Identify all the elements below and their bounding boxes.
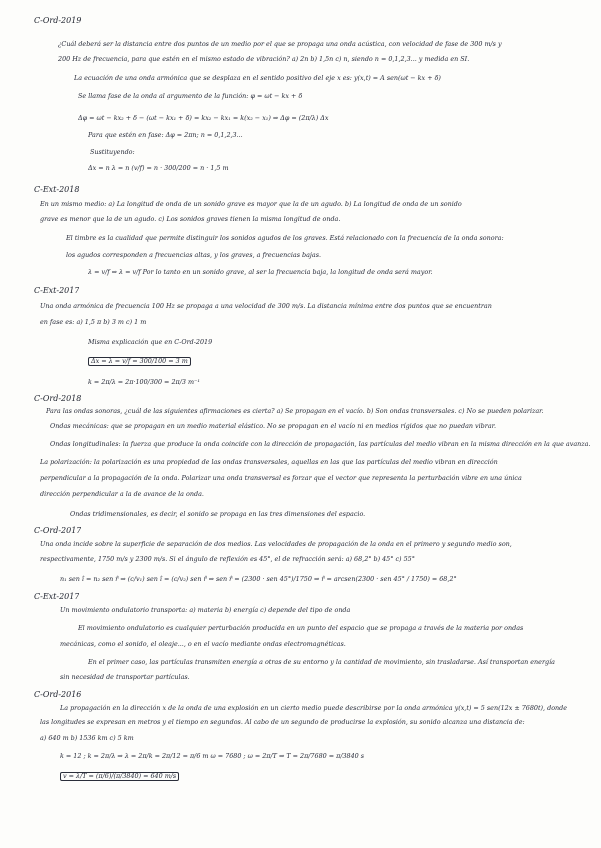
section-7-header: C-Ord-2016 [34,690,82,699]
section-4-line-3: Ondas longitudinales: la fuerza que produce la onda coincide con la dirección de propagación, las partículas del medio vibran en la misma dirección en la que avanza. [50,440,590,448]
section-6-line-4: En el primer caso, las partículas transmiten energía a otras de su entorno y la cantidad de movimiento, sin trasladarse. Así transportan energía [88,658,555,666]
section-3-line-4: Δx = λ = v/f = 300/100 = 3 m [88,357,191,366]
section-7-line-1: La propagación en la dirección x de la onda de una explosión en un cierto medio puede describirse por la onda armónica y(x,t) = 5 sen(12x ± 7680t), donde [60,704,568,712]
section-3-header: C-Ext-2017 [34,286,80,295]
section-1-line-7: Sustituyendo: [90,148,135,156]
section-2-header: C-Ext-2018 [34,185,80,194]
section-3-line-4-wrapper [88,357,191,366]
section-1-line-6: Para que estén en fase: Δφ = 2πn; n = 0,1,2,3... [88,131,243,139]
section-1-line-2: 200 Hz de frecuencia, para que estén en el mismo estado de vibración? a) 2n b) 1,5n c) n, siendo n = 0,1,2,3... y medida en SI. [58,55,470,63]
section-6-line-5: sin necesidad de transportar partículas. [60,673,190,681]
section-7-line-2: las longitudes se expresan en metros y el tiempo en segundos. Al cabo de un segundo de producirse la explosión, su sonido alcanza una distancia de: [40,718,525,726]
section-1-line-4: Se llama fase de la onda al argumento de la función: φ = ωt − kx + δ [78,92,303,100]
section-7-line-5-wrapper [60,772,179,781]
section-1-line-8: Δx = n λ = n (v/f) = n · 300/200 = n · 1,5 m [88,164,229,172]
section-6-line-3: mecánicas, como el sonido, el oleaje..., o en el vacío mediante ondas electromagnéticas. [60,640,346,648]
section-5-line-3: n₁ sen î = n₂ sen r̂ ⇒ (c/v₁) sen î = (c/v₂) sen r̂ ⇒ sen r̂ = (2300 · sen 45°)/1750 ⇒ r̂ = arcsen(2300 · sen 45° / 1750) = 68,2° [60,575,457,583]
section-6-header: C-Ext-2017 [34,592,80,601]
section-4-line-1: Para las ondas sonoras, ¿cuál de las siguientes afirmaciones es cierta? a) Se propagan en el vacío. b) Son ondas transversales. c) No se pueden polarizar. [46,407,544,415]
section-3-line-1: Una onda armónica de frecuencia 100 Hz se propaga a una velocidad de 300 m/s. La distancia mínima entre dos puntos que se encuentran [40,302,492,310]
section-2-line-5: λ = v/f ⇒ λ = v/f Por lo tanto en un sonido grave, al ser la frecuencia baja, la longitud de onda será mayor. [88,268,433,276]
section-4-line-5: perpendicular a la propagación de la onda. Polarizar una onda transversal es forzar que el vector que representa la perturbación vibre en una única [40,474,522,482]
section-6-line-2: El movimiento ondulatorio es cualquier perturbación producida en un punto del espacio que se propaga a través de la materia por ondas [78,624,524,632]
section-5-line-2: respectivamente, 1750 m/s y 2300 m/s. Si el ángulo de reflexión es 45°, el de refracción será: a) 68,2° b) 45° c) 55° [40,555,415,563]
section-4-line-4: La polarización: la polarización es una propiedad de las ondas transversales, aquellas en las que las partículas del medio vibran en dirección [40,458,498,466]
section-3-line-3: Misma explicación que en C-Ord-2019 [88,338,213,346]
section-2-line-3: El timbre es la cualidad que permite distinguir los sonidos agudos de los graves. Está relacionado con la frecuencia de la onda sonora: [66,234,504,242]
section-2-line-2: grave es menor que la de un agudo. c) Los sonidos graves tienen la misma longitud de onda. [40,215,341,223]
section-5-line-1: Una onda incide sobre la superficie de separación de dos medios. Las velocidades de propagación de la onda en el primero y segundo medio son, [40,540,512,548]
section-4-line-7: Ondas tridimensionales, es decir, el sonido se propaga en las tres dimensiones del espacio. [70,510,366,518]
section-7-line-3: a) 640 m b) 1536 km c) 5 km [40,734,134,742]
section-1-header: C-Ord-2019 [34,16,82,25]
section-3-line-2: en fase es: a) 1,5 π b) 3 m c) 1 m [40,318,147,326]
section-2-line-1: En un mismo medio: a) La longitud de onda de un sonido grave es mayor que la de un agudo. b) La longitud de onda de un sonido [40,200,462,208]
section-7-line-4: k = 12 ; k = 2π/λ ⇒ λ = 2π/k = 2π/12 = π/6 m ω = 7680 ; ω = 2π/T ⇒ T = 2π/7680 = π/3840 s [60,752,365,760]
section-4-line-2: Ondas mecánicas: que se propagan en un medio material elástico. No se propagan en el vacío ni en medios rígidos que no puedan vibrar. [50,422,497,430]
section-5-header: C-Ord-2017 [34,526,82,535]
section-1-line-3: La ecuación de una onda armónica que se desplaza en el sentido positivo del eje x es: y(x,t) = A sen(ωt − kx + δ) [74,74,441,82]
section-1-line-1: ¿Cuál deberá ser la distancia entre dos puntos de un medio por el que se propaga una onda acústica, con velocidad de fase de 300 m/s y [58,40,502,48]
section-1-line-5: Δφ = ωt − kx₂ + δ − (ωt − kx₁ + δ) = kx₂ − kx₁ = k(x₂ − x₁) ⇒ Δφ = (2π/λ) Δx [78,114,329,122]
section-6-line-1: Un movimiento ondulatorio transporta: a) materia b) energía c) depende del tipo de onda [60,606,351,614]
section-7-line-5: v = λ/T = (π/6)/(π/3840) = 640 m/s [60,772,179,781]
section-4-line-6: dirección perpendicular a la de avance de la onda. [40,490,204,498]
section-2-line-4: los agudos corresponden a frecuencias altas, y los graves, a frecuencias bajas. [66,251,322,259]
section-3-line-5: k = 2π/λ = 2π·100/300 = 2π/3 m⁻¹ [88,378,200,386]
section-4-header: C-Ord-2018 [34,394,82,403]
